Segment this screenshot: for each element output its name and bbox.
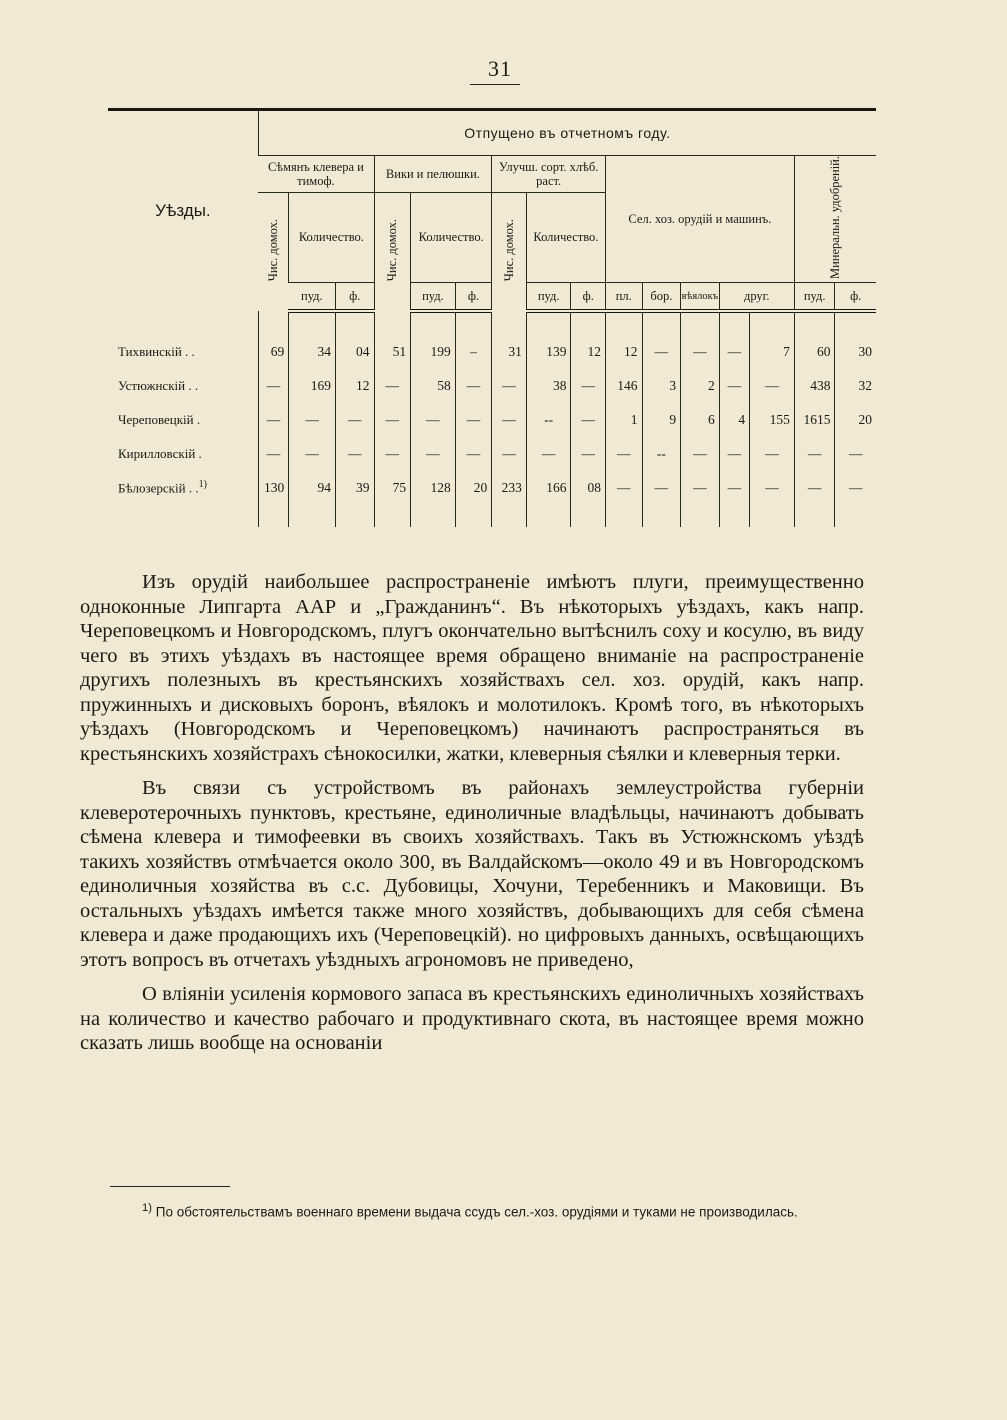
- table-cell: —: [455, 403, 492, 437]
- table-row: [108, 403, 876, 437]
- table-cell: —: [835, 437, 876, 471]
- unit-pud: пуд.: [289, 283, 336, 312]
- table-cell: —: [411, 437, 456, 471]
- footnote-mark: 1): [142, 1202, 153, 1214]
- table-cell: 233: [492, 471, 527, 505]
- vetch-header: Вики и пелюшки.: [374, 156, 492, 193]
- table-cell: --: [642, 437, 681, 471]
- statistics-table: [108, 108, 876, 527]
- unit-pud: пуд.: [411, 283, 456, 312]
- table-cell: —: [719, 369, 749, 403]
- table-cell: 30: [835, 335, 876, 369]
- table-row: [108, 369, 876, 403]
- table-cell: 139: [526, 335, 571, 369]
- unit-pud: пуд.: [794, 283, 835, 312]
- table-cell: 1615: [794, 403, 835, 437]
- quantity-header-clover: Количество.: [289, 193, 374, 283]
- table-row: [108, 437, 876, 471]
- table-cell: —: [606, 437, 643, 471]
- table-cell: —: [492, 437, 527, 471]
- footnote: [80, 1200, 860, 1221]
- households-header-vetch: Чис. домох.: [374, 193, 411, 312]
- table-cell: —: [374, 403, 411, 437]
- table-cell: —: [492, 369, 527, 403]
- released-goods-table: [108, 108, 876, 527]
- unit-other: друг.: [719, 283, 794, 312]
- table-cell: 60: [794, 335, 835, 369]
- unit-plough: пл.: [606, 283, 643, 312]
- fertilizers-header: [794, 156, 876, 283]
- footnote-text: По обстоятельствамъ военнаго времени выдача ссудъ сел.-хоз. орудіями и туками не производилась.: [155, 1204, 798, 1220]
- table-cell: 04: [335, 335, 374, 369]
- table-cell: 166: [526, 471, 571, 505]
- district-name: Тихвинскій . .: [118, 344, 195, 360]
- footnote-rule: [110, 1186, 230, 1187]
- table-cell: 20: [835, 403, 876, 437]
- table-cell: —: [374, 369, 411, 403]
- footnote-ref: 1): [198, 479, 207, 491]
- table-cell: —: [794, 437, 835, 471]
- table-cell: —: [411, 403, 456, 437]
- table-cell: —: [606, 471, 643, 505]
- table-cell: 12: [571, 335, 606, 369]
- fertilizers-header-text: Минеральн. удобреній.: [828, 156, 843, 280]
- table-cell: 69: [258, 335, 288, 369]
- body-text: [80, 570, 864, 1066]
- table-cell: —: [571, 369, 606, 403]
- table-cell: 38: [526, 369, 571, 403]
- table-cell: 2: [681, 369, 720, 403]
- table-cell: —: [335, 403, 374, 437]
- unit-harrow: бор.: [642, 283, 681, 312]
- district-name: Бѣлозерскій . .$^{1)}$: [118, 479, 207, 496]
- table-cell: —: [455, 369, 492, 403]
- table-cell: --: [526, 403, 571, 437]
- households-header-grain: Чис. домох.: [492, 193, 527, 312]
- table-cell: —: [642, 471, 681, 505]
- table-cell: 1: [606, 403, 643, 437]
- table-cell: —: [750, 471, 795, 505]
- table-cell: 146: [606, 369, 643, 403]
- table-cell: 199: [411, 335, 456, 369]
- table-cell: 34: [289, 335, 336, 369]
- table-cell: —: [492, 403, 527, 437]
- table-cell: –: [455, 335, 492, 369]
- table-cell: —: [719, 437, 749, 471]
- table-cell: 39: [335, 471, 374, 505]
- district-name: Кирилловскій .: [118, 446, 202, 462]
- table-cell: —: [335, 437, 374, 471]
- table-cell: 32: [835, 369, 876, 403]
- table-cell: 7: [750, 335, 795, 369]
- released-header: Отпущено въ отчетномъ году.: [258, 110, 876, 156]
- table-cell: —: [681, 437, 720, 471]
- table-cell: —: [681, 471, 720, 505]
- district-name: Устюжнскій . .: [118, 378, 199, 394]
- table-cell: —: [719, 471, 749, 505]
- table-cell: 128: [411, 471, 456, 505]
- table-cell: —: [258, 369, 288, 403]
- table-cell: 58: [411, 369, 456, 403]
- unit-funt: ф.: [571, 283, 606, 312]
- unit-funt: ф.: [455, 283, 492, 312]
- table-row: [108, 335, 876, 369]
- table-cell: 51: [374, 335, 411, 369]
- table-row: [108, 471, 876, 505]
- table-cell: 155: [750, 403, 795, 437]
- table-cell: 4: [719, 403, 749, 437]
- unit-funt: ф.: [835, 283, 876, 312]
- table-cell: —: [258, 437, 288, 471]
- table-cell: 169: [289, 369, 336, 403]
- table-body: [108, 311, 876, 527]
- table-cell: 9: [642, 403, 681, 437]
- district-name: Череповецкій .: [118, 412, 201, 428]
- table-cell: 3: [642, 369, 681, 403]
- table-cell: 31: [492, 335, 527, 369]
- table-cell: —: [681, 335, 720, 369]
- page-number: 31: [488, 56, 512, 81]
- table-cell: —: [289, 403, 336, 437]
- table-cell: 130: [258, 471, 288, 505]
- grain-header: Улучш. сорт. хлѣб. раст.: [492, 156, 606, 193]
- table-cell: —: [750, 369, 795, 403]
- table-cell: —: [258, 403, 288, 437]
- quantity-header-grain: Количество.: [526, 193, 605, 283]
- unit-funt: ф.: [335, 283, 374, 312]
- table-cell: —: [642, 335, 681, 369]
- table-cell: —: [455, 437, 492, 471]
- table-cell: 94: [289, 471, 336, 505]
- page-number-rule: [470, 84, 520, 85]
- table-cell: 438: [794, 369, 835, 403]
- paragraph: О вліяніи усиленія кормового запаса въ крестьянскихъ единоличныхъ хозяйствахъ на количество и качество рабочаго и продуктивнаго скота, въ настоящее время можно сказать лишь вообще на основаніи: [80, 983, 864, 1054]
- table-cell: —: [794, 471, 835, 505]
- table-cell: 6: [681, 403, 720, 437]
- households-header-clover: Чис. домох.: [265, 218, 280, 282]
- table-cell: —: [719, 335, 749, 369]
- table-cell: 12: [335, 369, 374, 403]
- table-cell: 12: [606, 335, 643, 369]
- table-cell: —: [571, 403, 606, 437]
- paragraph: Въ связи съ устройствомъ въ районахъ землеустройства губерніи клеверотерочныхъ пунктовъ, крестьяне, единоличные владѣльцы, начинаютъ добывать сѣмена клевера и тимофеевки въ своихъ хозяйствахъ. Такъ въ Устюжнскомъ уѣздѣ такихъ хозяйствъ отмѣчается около 300, въ Валдайскомъ—около 49 и въ Новгородскомъ единоличныя хозяйства въ с.с. Дубовицы, Хочуни, Теребенникъ и Маковищи. Въ остальныхъ уѣздахъ имѣется также много хозяйствъ, добывающихъ для себя сѣмена клевера и даже продающихъ ихъ (Череповецкій). но цифровыхъ данныхъ, освѣщающихъ этотъ вопросъ въ отчетахъ уѣздныхъ агрономовъ не приведено,: [80, 777, 864, 971]
- table-cell: —: [526, 437, 571, 471]
- tools-header: Сел. хоз. орудій и машинъ.: [606, 156, 795, 283]
- table-cell: —: [835, 471, 876, 505]
- paragraph: Изъ орудій наибольшее распространеніе имѣютъ плуги, преимущественно одноконные Липгарта ААР и „Гражданинъ“. Въ нѣкоторыхъ уѣздахъ, какъ напр. Череповецкомъ и Новгородскомъ, плугъ окончательно вытѣснилъ соху и косулю, въ виду чего въ этихъ уѣздахъ въ настоящее время обращено вниманіе на распространеніе другихъ полезныхъ въ крестьянскихъ хозяйствахъ сел. хоз. орудій, какъ напр. пружинныхъ и дисковыхъ боронъ, вѣялокъ и молотилокъ. Кромѣ того, въ нѣкоторыхъ уѣздахъ (Новгородскомъ и Череповецкомъ) начинаютъ распространяться въ крестьянскихъ хозяйстрахъ сѣнокосилки, жатки, клеверныя сѣялки и клеверныя терки.: [80, 571, 864, 765]
- district-column-header: Уѣзды.: [108, 110, 258, 312]
- clover-seeds-header: Сѣмянъ клевера и тимоф.: [258, 156, 374, 193]
- quantity-header-vetch: Количество.: [411, 193, 492, 283]
- unit-pud: пуд.: [526, 283, 571, 312]
- table-cell: —: [750, 437, 795, 471]
- table-cell: 20: [455, 471, 492, 505]
- table-cell: 08: [571, 471, 606, 505]
- table-cell: —: [289, 437, 336, 471]
- table-cell: —: [571, 437, 606, 471]
- table-cell: —: [374, 437, 411, 471]
- unit-winnower: вѣялокъ: [681, 283, 720, 312]
- table-cell: 75: [374, 471, 411, 505]
